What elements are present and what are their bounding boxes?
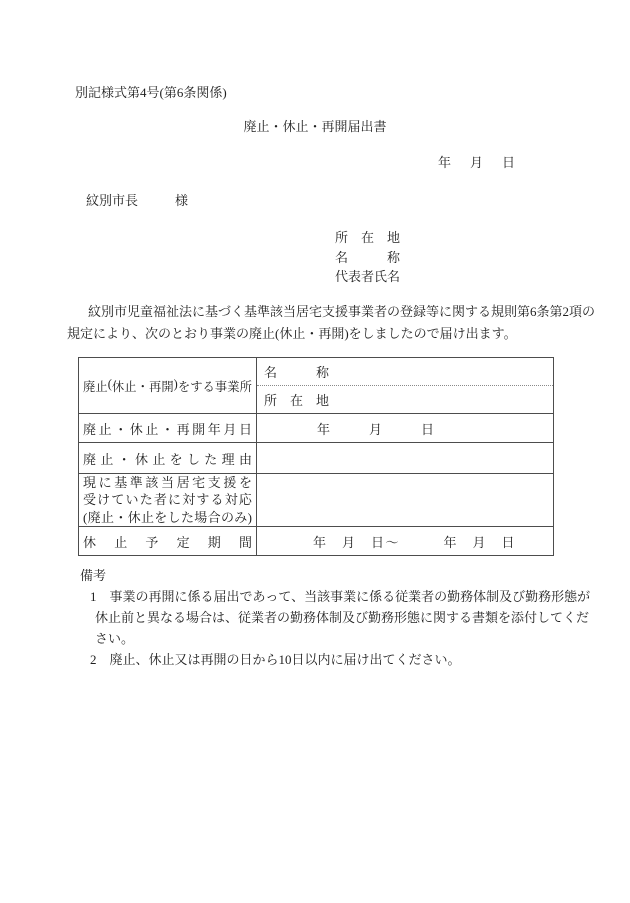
- form-number: 別記様式第4号(第6条関係): [75, 85, 227, 100]
- date-row-label-cell: [79, 414, 257, 443]
- applicant-address-label: 所 在 地: [335, 230, 401, 245]
- response-label-line2: 受 け て い た 者 に 対 す る 対 応: [83, 492, 252, 508]
- remarks-section: [80, 565, 590, 670]
- response-label-cell: [79, 474, 257, 527]
- response-label-line3: ( 廃 止 ・ 休 止 を し た 場 合 の み ): [83, 509, 252, 525]
- applicant-representative-label: 代表者氏名: [335, 269, 401, 284]
- response-value-cell: [257, 474, 553, 527]
- date-line: 年 月 日: [438, 155, 519, 170]
- establishment-label: 廃 止 ( 休 止 ・ 再 開 ) を す る 事 業 所: [83, 376, 252, 394]
- reason-label: 廃 止 ・ 休 止 を し た 理 由: [83, 451, 252, 467]
- establishment-label-cell: [79, 358, 257, 414]
- reason-label-cell: [79, 443, 257, 474]
- form-table: [78, 357, 554, 556]
- applicant-name-label: 名 称: [335, 249, 401, 265]
- suspension-period-value-cell: 年 月 日〜 年 月 日: [313, 534, 517, 550]
- date-row-label: 廃 止 ・ 休 止 ・ 再 開 年 月 日: [83, 421, 252, 437]
- addressee-honorific: 様: [175, 193, 189, 208]
- applicant-block: [335, 228, 400, 287]
- remarks-item1-line2: 休止前と異なる場合は、従業者の勤務体制及び勤務形態に関する書類を添付してくだ: [95, 610, 590, 625]
- addressee-name: 紋別市長: [86, 193, 139, 208]
- remarks-item1-line3: さい。: [95, 631, 135, 646]
- remarks-item2: 2 廃止、休止又は再開の日から10日以内に届け出てください。: [90, 652, 461, 667]
- body-paragraph-line2: 規定により、次のとおり事業の廃止(休止・再開)をしましたので届け出ます。: [67, 326, 517, 341]
- body-paragraph: [67, 301, 596, 345]
- addressee-line: [86, 190, 188, 209]
- suspension-period-label: 休 止 予 定 期 間: [83, 534, 252, 550]
- remarks-heading: 備考: [80, 568, 107, 583]
- establishment-name-field: 名 称: [257, 358, 553, 386]
- reason-value-cell: [257, 443, 553, 474]
- document-title: 廃止・休止・再開届出書: [243, 119, 387, 134]
- date-row-value-cell: 年 月 日: [257, 414, 553, 443]
- remarks-item1-line1: 1 事業の再開に係る届出であって、当該事業に係る従業者の勤務体制及び勤務形態が: [90, 589, 591, 604]
- response-label-line1: 現 に 基 準 該 当 居 宅 支 援 を: [83, 474, 252, 490]
- establishment-location-field: 所 在 地: [264, 393, 330, 408]
- body-paragraph-line1: 紋別市児童福祉法に基づく基準該当居宅支援事業者の登録等に関する規則第6条第2項の: [88, 304, 596, 319]
- establishment-value-cell: [257, 358, 553, 414]
- suspension-period-label-cell: [79, 527, 257, 555]
